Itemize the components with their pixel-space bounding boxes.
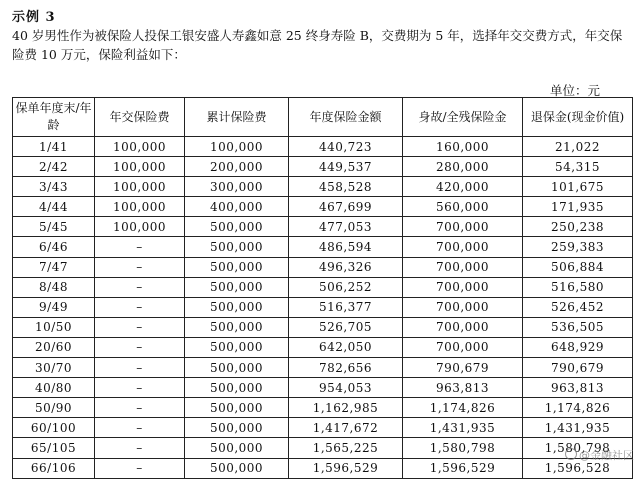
cell-cumulative-premium: 500,000 (185, 337, 289, 357)
header-annual-sum-insured: 年度保险金额 (289, 98, 403, 137)
cell-policy-year: 50/90 (13, 398, 95, 418)
cell-policy-year: 4/44 (13, 197, 95, 217)
cell-death-benefit: 700,000 (403, 257, 523, 277)
cell-cumulative-premium: 500,000 (185, 257, 289, 277)
cell-annual-sum-insured: 477,053 (289, 217, 403, 237)
table-row (13, 157, 633, 177)
example-title: 示例 3 (12, 10, 56, 25)
unit-label: 单位：元 (549, 83, 600, 98)
cell-policy-year: 2/42 (13, 157, 95, 177)
cell-policy-year: 3/43 (13, 177, 95, 197)
cell-cumulative-premium: 400,000 (185, 197, 289, 217)
cell-death-benefit: 700,000 (403, 297, 523, 317)
cell-policy-year: 40/80 (13, 378, 95, 398)
cell-cumulative-premium: 500,000 (185, 237, 289, 257)
cell-cumulative-premium: 100,000 (185, 137, 289, 157)
cell-annual-sum-insured: 516,377 (289, 297, 403, 317)
table-row (13, 378, 633, 398)
table-row (13, 197, 633, 217)
cell-annual-premium: 100,000 (95, 137, 185, 157)
cell-surrender-value: 21,022 (523, 137, 633, 157)
cell-cumulative-premium: 500,000 (185, 217, 289, 237)
cell-annual-sum-insured: 642,050 (289, 337, 403, 357)
table-row (13, 398, 633, 418)
table-header-row (13, 98, 633, 137)
cell-cumulative-premium: 500,000 (185, 418, 289, 438)
cell-annual-premium: – (95, 297, 185, 317)
cell-policy-year: 9/49 (13, 297, 95, 317)
cell-annual-sum-insured: 1,162,985 (289, 398, 403, 418)
cell-cumulative-premium: 500,000 (185, 458, 289, 478)
cell-annual-premium: – (95, 257, 185, 277)
cell-death-benefit: 1,174,826 (403, 398, 523, 418)
cell-policy-year: 5/45 (13, 217, 95, 237)
cell-death-benefit: 700,000 (403, 277, 523, 297)
cell-surrender-value: 171,935 (523, 197, 633, 217)
header-death-benefit: 身故/全残保险金 (403, 98, 523, 137)
cell-death-benefit: 560,000 (403, 197, 523, 217)
cell-annual-sum-insured: 486,594 (289, 237, 403, 257)
cell-policy-year: 60/100 (13, 418, 95, 438)
description-text: 40 岁男性作为被保险人投保工银安盛人寿鑫如意 25 终身寿险 B，交费期为 5 年，选择年交交费方式，年交保险费 10 万元，保险利益如下： (12, 28, 623, 62)
cell-cumulative-premium: 300,000 (185, 177, 289, 197)
cell-death-benefit: 1,431,935 (403, 418, 523, 438)
cell-annual-premium: – (95, 237, 185, 257)
cell-annual-sum-insured: 1,596,529 (289, 458, 403, 478)
cell-annual-premium: 100,000 (95, 217, 185, 237)
cell-surrender-value: 526,452 (523, 297, 633, 317)
cell-surrender-value: 1,580,798 (523, 438, 633, 458)
cell-annual-premium: – (95, 458, 185, 478)
cell-annual-premium: – (95, 438, 185, 458)
cell-death-benefit: 280,000 (403, 157, 523, 177)
cell-annual-sum-insured: 782,656 (289, 358, 403, 378)
cell-cumulative-premium: 500,000 (185, 358, 289, 378)
cell-annual-sum-insured: 467,699 (289, 197, 403, 217)
cell-cumulative-premium: 500,000 (185, 398, 289, 418)
cell-annual-premium: 100,000 (95, 157, 185, 177)
cell-annual-sum-insured: 506,252 (289, 277, 403, 297)
table-body (13, 137, 633, 479)
cell-death-benefit: 700,000 (403, 237, 523, 257)
cell-annual-sum-insured: 526,705 (289, 317, 403, 337)
table-row (13, 257, 633, 277)
cell-surrender-value: 259,383 (523, 237, 633, 257)
header-policy-year: 保单年度末/年龄 (13, 98, 95, 137)
header-annual-premium: 年交保险费 (95, 98, 185, 137)
cell-death-benefit: 1,596,529 (403, 458, 523, 478)
cell-annual-sum-insured: 1,417,672 (289, 418, 403, 438)
cell-annual-premium: – (95, 378, 185, 398)
cell-policy-year: 30/70 (13, 358, 95, 378)
cell-surrender-value: 1,431,935 (523, 418, 633, 438)
header-cumulative-premium: 累计保险费 (185, 98, 289, 137)
cell-cumulative-premium: 500,000 (185, 438, 289, 458)
cell-policy-year: 8/48 (13, 277, 95, 297)
cell-cumulative-premium: 500,000 (185, 297, 289, 317)
watermark-icon (565, 448, 577, 460)
cell-annual-premium: – (95, 398, 185, 418)
cell-annual-sum-insured: 1,565,225 (289, 438, 403, 458)
cell-annual-premium: 100,000 (95, 177, 185, 197)
cell-policy-year: 20/60 (13, 337, 95, 357)
cell-surrender-value: 506,884 (523, 257, 633, 277)
cell-policy-year: 7/47 (13, 257, 95, 277)
cell-death-benefit: 420,000 (403, 177, 523, 197)
cell-annual-sum-insured: 458,528 (289, 177, 403, 197)
cell-death-benefit: 963,813 (403, 378, 523, 398)
table-row (13, 317, 633, 337)
cell-death-benefit: 700,000 (403, 217, 523, 237)
table-row (13, 177, 633, 197)
cell-annual-sum-insured: 449,537 (289, 157, 403, 177)
cell-death-benefit: 700,000 (403, 337, 523, 357)
cell-annual-premium: – (95, 277, 185, 297)
cell-annual-premium: 100,000 (95, 197, 185, 217)
table-row (13, 297, 633, 317)
cell-annual-premium: – (95, 337, 185, 357)
cell-cumulative-premium: 500,000 (185, 378, 289, 398)
cell-surrender-value: 101,675 (523, 177, 633, 197)
table-row (13, 237, 633, 257)
cell-surrender-value: 54,315 (523, 157, 633, 177)
cell-surrender-value: 648,929 (523, 337, 633, 357)
cell-death-benefit: 700,000 (403, 317, 523, 337)
cell-policy-year: 6/46 (13, 237, 95, 257)
cell-death-benefit: 790,679 (403, 358, 523, 378)
cell-death-benefit: 160,000 (403, 137, 523, 157)
table-row (13, 418, 633, 438)
cell-annual-premium: – (95, 358, 185, 378)
cell-surrender-value: 516,580 (523, 277, 633, 297)
cell-cumulative-premium: 200,000 (185, 157, 289, 177)
cell-policy-year: 1/41 (13, 137, 95, 157)
cell-surrender-value: 1,596,528 (523, 458, 633, 478)
cell-death-benefit: 1,580,798 (403, 438, 523, 458)
table-row (13, 458, 633, 478)
table-row (13, 358, 633, 378)
table-row (13, 137, 633, 157)
cell-surrender-value: 536,505 (523, 317, 633, 337)
cell-surrender-value: 250,238 (523, 217, 633, 237)
cell-annual-sum-insured: 496,326 (289, 257, 403, 277)
cell-surrender-value: 790,679 (523, 358, 633, 378)
table-row (13, 217, 633, 237)
watermark-text: @金融社区 (579, 449, 634, 462)
cell-policy-year: 65/105 (13, 438, 95, 458)
cell-surrender-value: 963,813 (523, 378, 633, 398)
cell-annual-premium: – (95, 317, 185, 337)
header-surrender-value: 退保金(现金价值) (523, 98, 633, 137)
cell-cumulative-premium: 500,000 (185, 277, 289, 297)
cell-annual-premium: – (95, 418, 185, 438)
cell-policy-year: 66/106 (13, 458, 95, 478)
table-row (13, 337, 633, 357)
cell-surrender-value: 1,174,826 (523, 398, 633, 418)
table-row (13, 438, 633, 458)
cell-cumulative-premium: 500,000 (185, 317, 289, 337)
cell-annual-sum-insured: 440,723 (289, 137, 403, 157)
benefits-table (12, 97, 633, 479)
cell-annual-sum-insured: 954,053 (289, 378, 403, 398)
watermark (565, 447, 634, 463)
table-row (13, 277, 633, 297)
cell-policy-year: 10/50 (13, 317, 95, 337)
